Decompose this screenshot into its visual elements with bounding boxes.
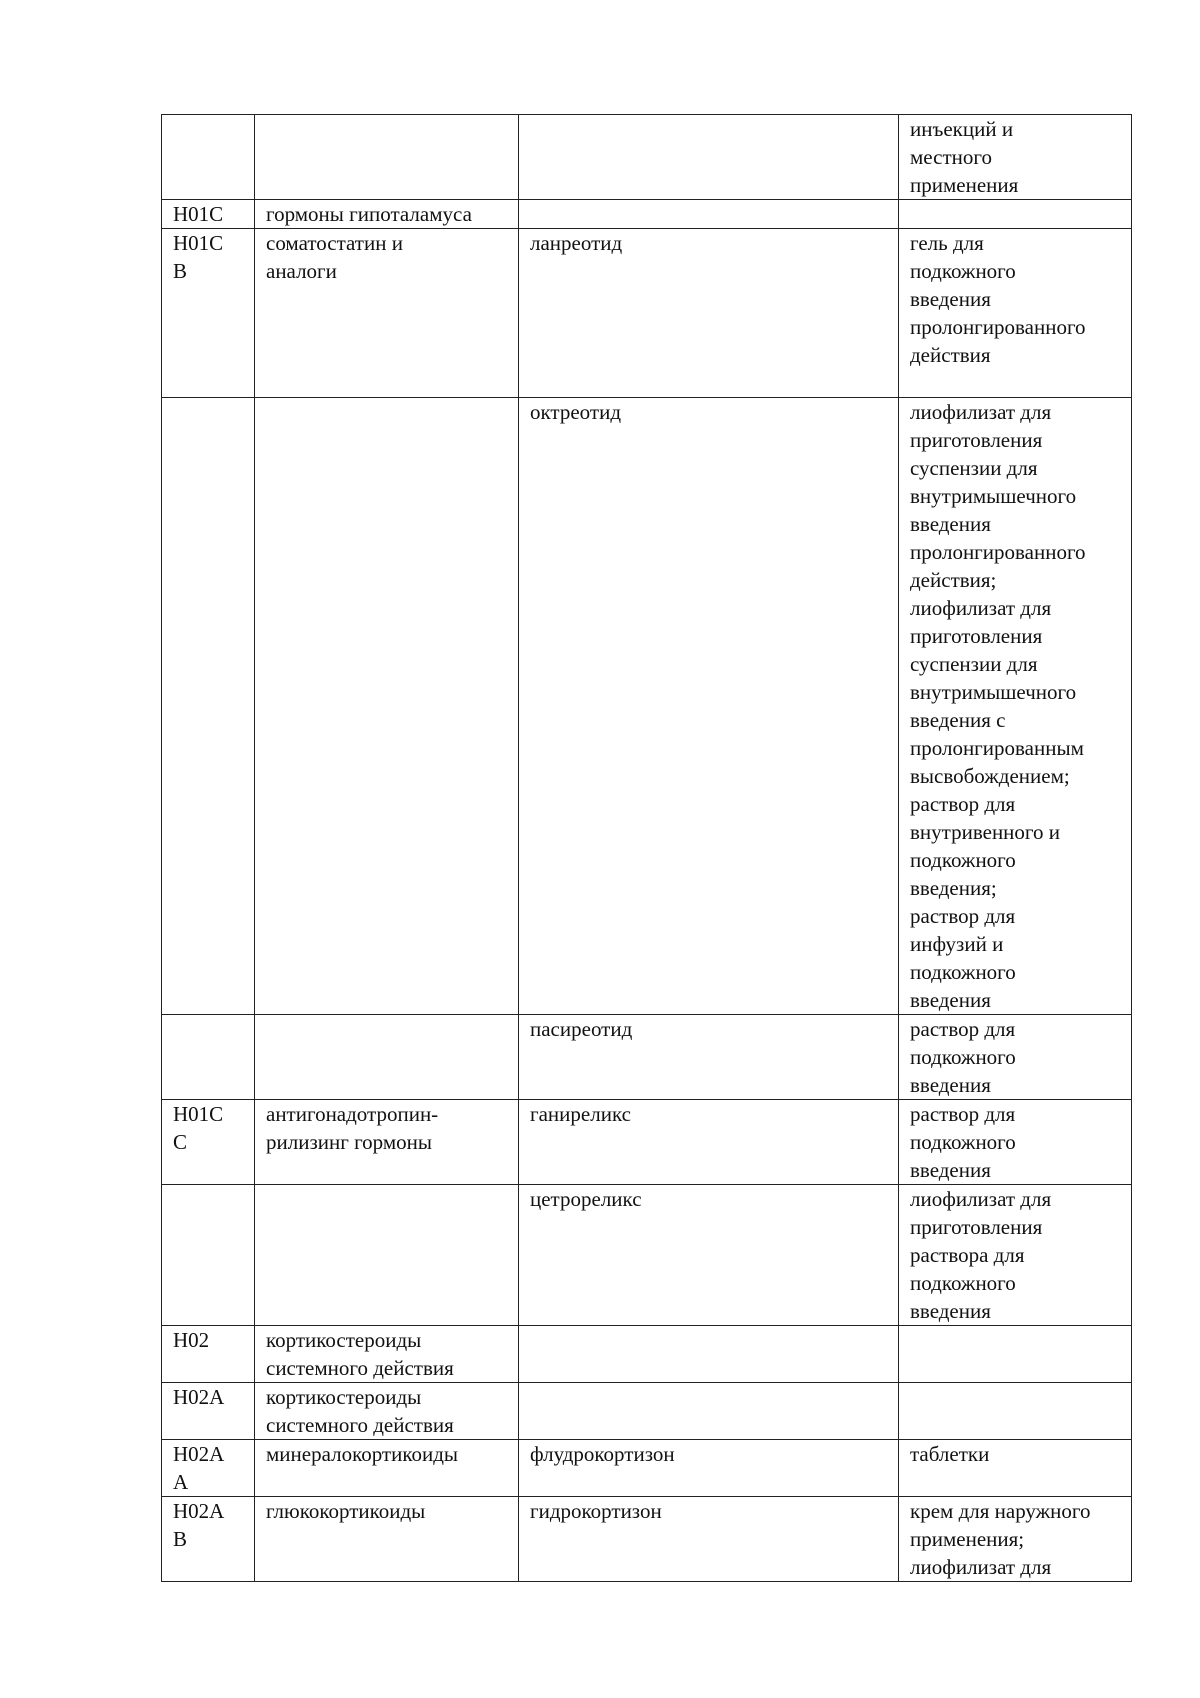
group-cell [255,1497,519,1582]
form-text: гель для подкожного введения пролонгированного действия [910,231,1086,367]
table-row [162,1383,1132,1440]
group-cell [255,398,519,1015]
form-text: лиофилизат для приготовления суспензии для внутримышечного введения пролонгированного действия; лиофилизат для приготовления суспензии для внутримышечного введения с пролонгированным высвобождением; раствор для внутривенного и подкожного введения; раствор для инфузий и подкожного введения [910,400,1086,1012]
table-row [162,229,1132,398]
group-cell [255,200,519,229]
code-cell [162,200,255,229]
code-text: H02A A [173,1442,225,1494]
group-cell [255,1100,519,1185]
code-text: H02 [173,1328,210,1352]
form-cell [899,1015,1132,1100]
drug-cell [519,1015,899,1100]
code-cell [162,115,255,200]
form-text: крем для наружного применения; лиофилизат для [910,1499,1091,1579]
code-cell [162,1100,255,1185]
code-cell [162,1440,255,1497]
drug-cell [519,1440,899,1497]
table-row [162,1440,1132,1497]
table-row [162,1185,1132,1326]
group-text: антигонадотропин- рилизинг гормоны [266,1102,439,1154]
form-cell [899,1383,1132,1440]
code-text: H01C [173,202,224,226]
drug-text: октреотид [530,400,622,424]
table-row [162,115,1132,200]
drug-text: пасиреотид [530,1017,633,1041]
table-row [162,1326,1132,1383]
code-cell [162,229,255,398]
group-text: глюкокортикоиды [266,1499,426,1523]
group-text: гормоны гипоталамуса [266,202,472,226]
code-cell [162,1326,255,1383]
drug-cell [519,1497,899,1582]
drug-table [161,114,1132,1582]
code-text: H01C C [173,1102,224,1154]
code-cell [162,398,255,1015]
group-cell [255,1185,519,1326]
group-text: соматостатин и аналоги [266,231,403,283]
drug-cell [519,1100,899,1185]
drug-cell [519,398,899,1015]
form-text: лиофилизат для приготовления раствора для подкожного введения [910,1187,1052,1323]
group-cell [255,1383,519,1440]
form-cell [899,229,1132,398]
drug-cell [519,229,899,398]
code-cell [162,1015,255,1100]
form-text: раствор для подкожного введения [910,1102,1016,1182]
code-cell [162,1383,255,1440]
group-cell [255,1326,519,1383]
form-cell [899,1440,1132,1497]
form-cell [899,1100,1132,1185]
group-cell [255,229,519,398]
table-row [162,200,1132,229]
drug-cell [519,115,899,200]
code-cell [162,1497,255,1582]
code-text: H02A [173,1385,225,1409]
group-cell [255,1440,519,1497]
form-cell [899,1497,1132,1582]
table-row [162,1497,1132,1582]
drug-text: гидрокортизон [530,1499,662,1523]
form-cell [899,398,1132,1015]
drug-cell [519,200,899,229]
code-cell [162,1185,255,1326]
group-text: минералокортикоиды [266,1442,459,1466]
form-text: инъекций и местного применения [910,117,1019,197]
drug-cell [519,1383,899,1440]
group-cell [255,1015,519,1100]
drug-cell [519,1326,899,1383]
form-cell [899,115,1132,200]
drug-text: ганиреликс [530,1102,631,1126]
drug-text: флудрокортизон [530,1442,675,1466]
code-text: H01C B [173,231,224,283]
form-cell [899,1185,1132,1326]
form-cell [899,1326,1132,1383]
form-text: таблетки [910,1442,990,1466]
drug-text: ланреотид [530,231,623,255]
code-text: H02A B [173,1499,225,1551]
group-text: кортикостероиды системного действия [266,1328,454,1380]
group-text: кортикостероиды системного действия [266,1385,454,1437]
form-text: раствор для подкожного введения [910,1017,1016,1097]
table-row [162,1100,1132,1185]
table-row [162,1015,1132,1100]
drug-cell [519,1185,899,1326]
form-cell [899,200,1132,229]
table-row [162,398,1132,1015]
drug-text: цетрореликс [530,1187,642,1211]
group-cell [255,115,519,200]
